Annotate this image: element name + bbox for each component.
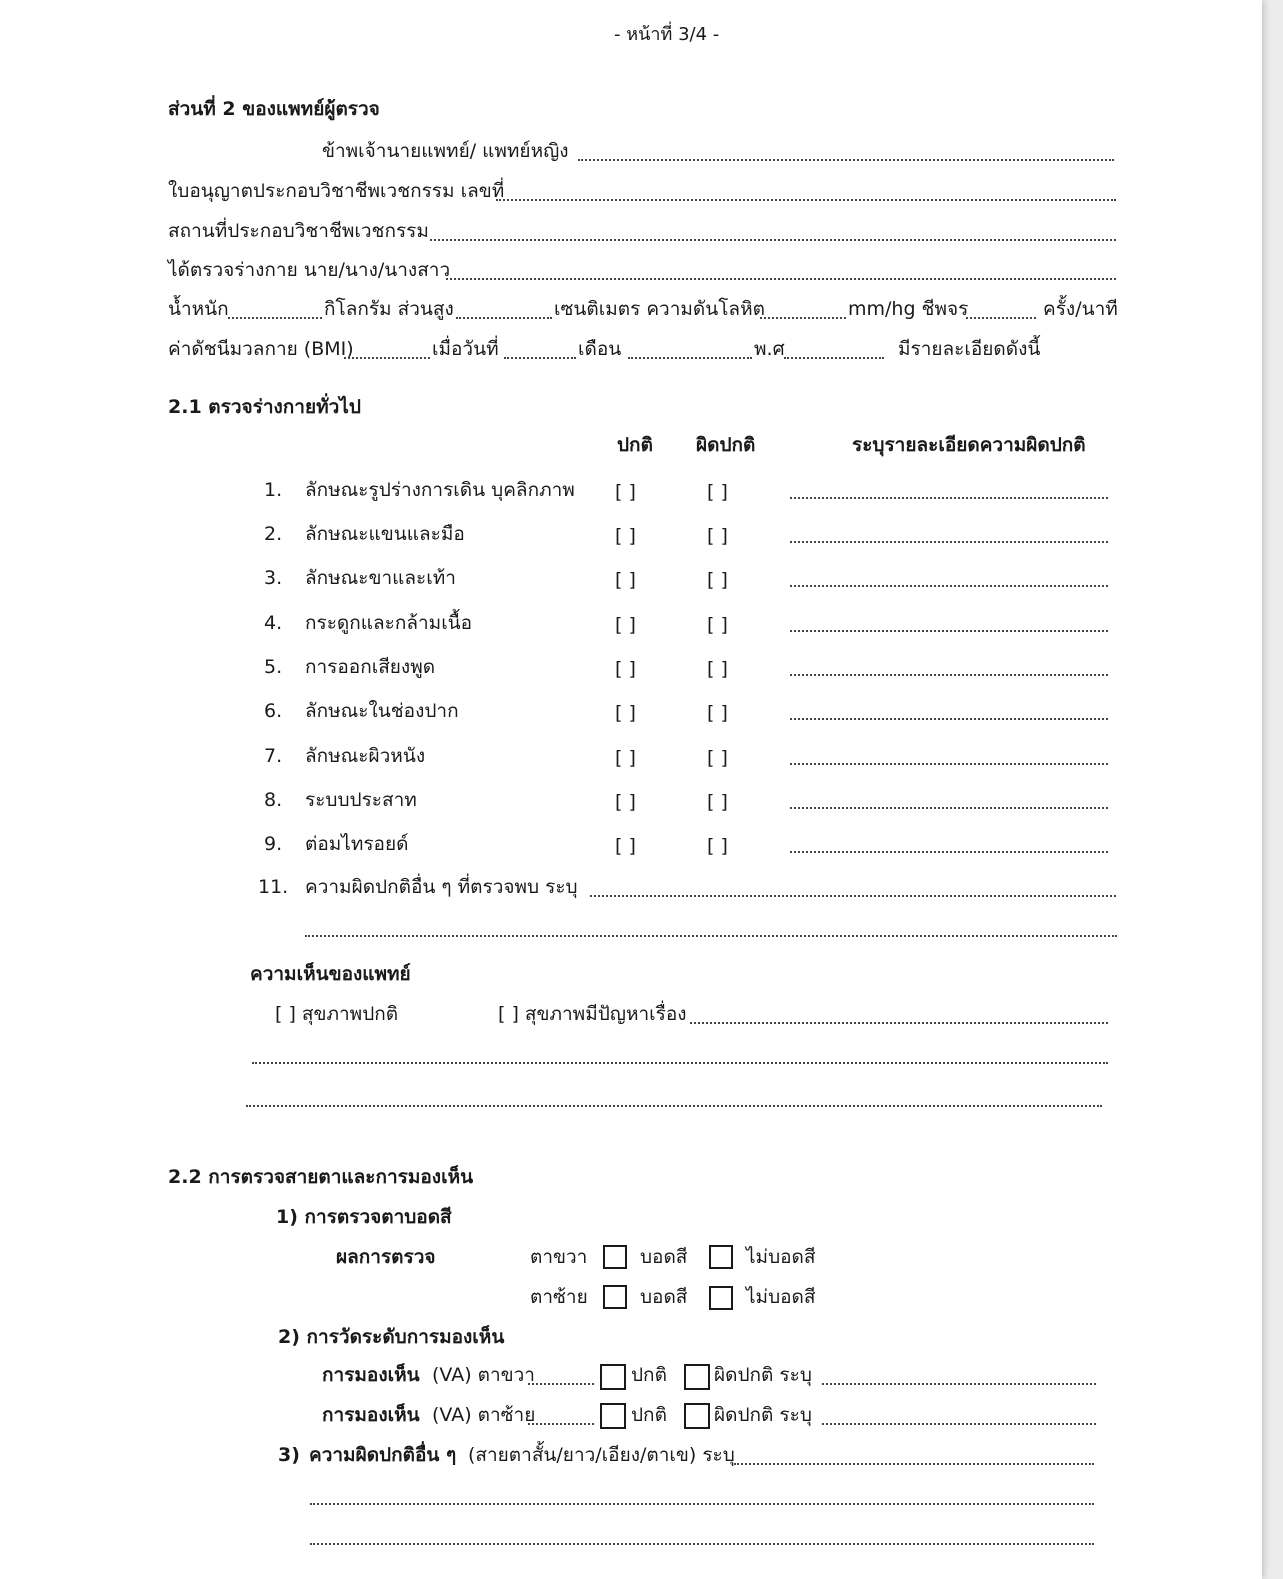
other-vision-field-3[interactable] [310, 1543, 1094, 1545]
item-number: 3. [264, 567, 283, 589]
item-number: 8. [264, 789, 283, 811]
mmhg-pulse-label: mm/hg ชีพจร [848, 298, 969, 320]
detail-field[interactable] [790, 497, 1108, 499]
doctor-opinion-title: ความเห็นของแพทย์ [250, 963, 411, 985]
va-left-normal-checkbox[interactable] [600, 1403, 626, 1429]
item-number: 4. [264, 612, 283, 634]
col-abnormal-header: ผิดปกติ [696, 434, 756, 456]
va-right-field[interactable] [528, 1383, 594, 1385]
examinee-name-field[interactable] [446, 278, 1116, 280]
details-label: มีรายละเอียดดังนี้ [898, 338, 1041, 360]
abnormal-checkbox[interactable]: [ ] [707, 569, 728, 591]
not-color-blind-label: ไม่บอดสี [746, 1286, 816, 1308]
detail-field[interactable] [790, 674, 1108, 676]
workplace-field[interactable] [430, 239, 1116, 241]
right-eye-label: ตาขวา [530, 1246, 588, 1268]
workplace-label: สถานที่ประกอบวิชาชีพเวชกรรม [168, 220, 429, 242]
item-label: ระบบประสาท [305, 789, 417, 811]
not-color-blind-label: ไม่บอดสี [746, 1246, 816, 1268]
normal-checkbox[interactable]: [ ] [615, 525, 636, 547]
item-label: ลักษณะในช่องปาก [305, 700, 459, 722]
left-not-color-blind-checkbox[interactable] [709, 1286, 733, 1310]
normal-checkbox[interactable]: [ ] [615, 481, 636, 503]
normal-checkbox[interactable]: [ ] [615, 702, 636, 724]
abnormal-checkbox[interactable]: [ ] [707, 614, 728, 636]
va-right-normal-checkbox[interactable] [600, 1364, 626, 1390]
item-number: 1. [264, 479, 283, 501]
normal-checkbox[interactable]: [ ] [615, 658, 636, 680]
year-field[interactable] [784, 357, 884, 359]
item-number: 9. [264, 833, 283, 855]
item-number: 5. [264, 656, 283, 678]
detail-field[interactable] [790, 541, 1108, 543]
abnormal-checkbox[interactable]: [ ] [707, 791, 728, 813]
health-problem-field[interactable] [690, 1022, 1108, 1024]
other-vision-number: 3) [278, 1444, 300, 1466]
abnormal-checkbox[interactable]: [ ] [707, 481, 728, 503]
other-findings-field[interactable] [590, 895, 1116, 897]
examinee-label: ได้ตรวจร่างกาย นาย/นาง/นางสาว [168, 259, 451, 281]
cm-bp-label: เซนติเมตร ความดันโลหิต [554, 298, 765, 320]
detail-field[interactable] [790, 718, 1108, 720]
visual-acuity-title: 2) การวัดระดับการมองเห็น [278, 1326, 505, 1348]
pulse-field[interactable] [966, 317, 1036, 319]
detail-field[interactable] [790, 807, 1108, 809]
opinion-field-3[interactable] [246, 1105, 1102, 1107]
other-vision-detail: (สายตาสั้น/ยาว/เอียง/ตาเข) ระบุ [468, 1444, 735, 1466]
abnormal-checkbox[interactable]: [ ] [707, 658, 728, 680]
abnormal-checkbox[interactable]: [ ] [707, 525, 728, 547]
abnormal-checkbox[interactable]: [ ] [707, 835, 728, 857]
doctor-name-field[interactable] [578, 159, 1114, 161]
general-exam-title: 2.1 ตรวจร่างกายทั่วไป [168, 396, 361, 418]
other-vision-field-2[interactable] [310, 1503, 1094, 1505]
col-detail-header: ระบุรายละเอียดความผิดปกติ [852, 434, 1086, 456]
normal-label: ปกติ [631, 1404, 667, 1426]
va-left-label: (VA) ตาซ้าย [432, 1404, 536, 1426]
doctor-name-label: ข้าพเจ้านายแพทย์/ แพทย์หญิง [322, 140, 569, 162]
other-findings-number: 11. [258, 876, 289, 898]
weight-field[interactable] [228, 317, 322, 319]
normal-checkbox[interactable]: [ ] [615, 835, 636, 857]
license-number-field[interactable] [496, 199, 1116, 201]
exam-result-label: ผลการตรวจ [336, 1246, 436, 1268]
opinion-field-2[interactable] [252, 1062, 1108, 1064]
healthy-option[interactable]: [ ] สุขภาพปกติ [275, 1003, 399, 1025]
abnormal-checkbox[interactable]: [ ] [707, 702, 728, 724]
normal-checkbox[interactable]: [ ] [615, 747, 636, 769]
detail-field[interactable] [790, 851, 1108, 853]
license-label: ใบอนุญาตประกอบวิชาชีพเวชกรรม เลขที่ [168, 180, 505, 202]
normal-checkbox[interactable]: [ ] [615, 614, 636, 636]
detail-field[interactable] [790, 585, 1108, 587]
bpm-label: ครั้ง/นาที [1043, 298, 1118, 320]
va-left-abnormal-field[interactable] [822, 1423, 1096, 1425]
col-normal-header: ปกติ [617, 434, 653, 456]
item-number: 6. [264, 700, 283, 722]
abnormal-specify-label: ผิดปกติ ระบุ [714, 1404, 812, 1426]
date-label: เมื่อวันที่ [432, 338, 499, 360]
item-number: 2. [264, 523, 283, 545]
other-vision-label: ความผิดปกติอื่น ๆ [309, 1444, 457, 1466]
detail-field[interactable] [790, 630, 1108, 632]
normal-checkbox[interactable]: [ ] [615, 569, 636, 591]
item-label: ลักษณะแขนและมือ [305, 523, 465, 545]
normal-label: ปกติ [631, 1364, 667, 1386]
weight-label: น้ำหนัก [168, 298, 229, 320]
bmi-label: ค่าดัชนีมวลกาย (BMI) [168, 338, 354, 360]
va-left-field[interactable] [528, 1423, 594, 1425]
year-label: พ.ศ [754, 338, 785, 360]
item-label: กระดูกและกล้ามเนื้อ [305, 612, 473, 634]
item-label: ลักษณะขาและเท้า [305, 567, 456, 589]
color-blind-label: บอดสี [640, 1286, 688, 1308]
item-label: การออกเสียงพูด [305, 656, 436, 678]
abnormal-checkbox[interactable]: [ ] [707, 747, 728, 769]
va-label: การมองเห็น [322, 1404, 420, 1426]
va-left-abnormal-checkbox[interactable] [684, 1403, 710, 1429]
vision-exam-title: 2.2 การตรวจสายตาและการมองเห็น [168, 1166, 474, 1188]
left-color-blind-checkbox[interactable] [603, 1285, 627, 1309]
item-number: 7. [264, 745, 283, 767]
right-color-blind-checkbox[interactable] [603, 1245, 627, 1269]
item-label: ลักษณะผิวหนัง [305, 745, 426, 767]
color-blind-test-title: 1) การตรวจตาบอดสี [276, 1206, 452, 1228]
va-right-label: (VA) ตาขวา [432, 1364, 535, 1386]
month-label: เดือน [578, 338, 622, 360]
abnormal-specify-label: ผิดปกติ ระบุ [714, 1364, 812, 1386]
kg-height-label: กิโลกรัม ส่วนสูง [324, 298, 454, 320]
height-field[interactable] [456, 317, 552, 319]
item-label: ลักษณะรูปร่างการเดิน บุคลิกภาพ [305, 479, 575, 501]
section-title: ส่วนที่ 2 ของแพทย์ผู้ตรวจ [168, 98, 380, 120]
bmi-field[interactable] [344, 357, 430, 359]
date-field[interactable] [504, 357, 576, 359]
health-problem-option[interactable]: [ ] สุขภาพมีปัญหาเรื่อง [498, 1003, 687, 1025]
page-number: - หน้าที่ 3/4 - [614, 24, 720, 45]
detail-field[interactable] [790, 763, 1108, 765]
left-eye-label: ตาซ้าย [530, 1286, 588, 1308]
va-label: การมองเห็น [322, 1364, 420, 1386]
other-findings-label: ความผิดปกติอื่น ๆ ที่ตรวจพบ ระบุ [305, 876, 578, 898]
normal-checkbox[interactable]: [ ] [615, 791, 636, 813]
va-right-abnormal-checkbox[interactable] [684, 1364, 710, 1390]
blood-pressure-field[interactable] [760, 317, 846, 319]
other-vision-field[interactable] [734, 1463, 1094, 1465]
month-field[interactable] [628, 357, 752, 359]
other-findings-field-2[interactable] [305, 935, 1117, 937]
item-label: ต่อมไทรอยด์ [305, 833, 409, 855]
right-not-color-blind-checkbox[interactable] [709, 1245, 733, 1269]
color-blind-label: บอดสี [640, 1246, 688, 1268]
va-right-abnormal-field[interactable] [822, 1383, 1096, 1385]
